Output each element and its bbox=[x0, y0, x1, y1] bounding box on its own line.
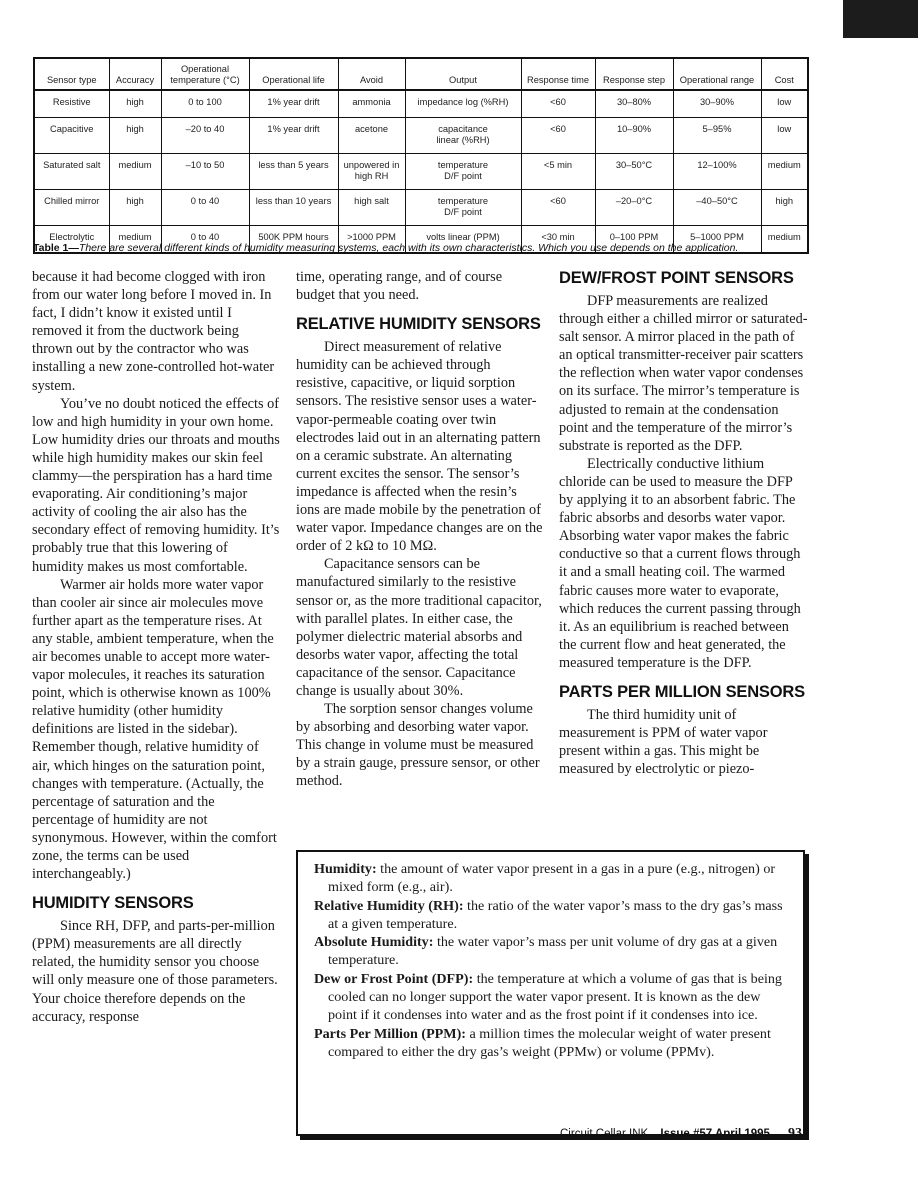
paragraph: DFP measurements are realized through either a chilled mirror or saturated-salt sensor. A mirror placed in the path of an optical transmitter-receiver pair scatters the reflection when water vapor condenses on its surface. The mirror’s temperature is adjusted to remain at the condensation point and the temperature of the mirror’s substrate is reported as the DFP. bbox=[559, 293, 808, 454]
table-cell: impedance log (%RH) bbox=[405, 90, 521, 118]
table-cell: low bbox=[761, 90, 808, 118]
table-cell: 5–1000 PPM bbox=[673, 226, 761, 254]
corner-tab-mark bbox=[843, 0, 918, 38]
header-cell: Cost bbox=[761, 58, 808, 90]
section-heading-parts-per-million-sensors: PARTS PER MILLION SENSORS bbox=[559, 682, 805, 701]
table-row bbox=[34, 154, 808, 190]
paragraph: because it had become clogged with iron from our water long before I moved in. In fact, I didn’t know it existed until I removed it from the ductwork being thrown out by the contractor who was installing a new zone-controlled hot-water system. bbox=[32, 269, 275, 394]
paragraph: Capacitance sensors can be manufactured similarly to the resistive sensor or, as the more traditional capacitor, with parallel plates. In either case, the polymer dielectric material absorbs and desorbs water vapor, affecting the total capacitance of the sensor. Capacitance change is usually about 30%. bbox=[296, 556, 542, 699]
table-cell: medium bbox=[761, 154, 808, 190]
table-cell: 5–95% bbox=[673, 118, 761, 154]
definition-term: Dew or Frost Point (DFP): bbox=[314, 970, 474, 987]
table-cell: >1000 PPM bbox=[338, 226, 405, 254]
header-cell: Sensor type bbox=[34, 58, 109, 90]
table-cell: 1% year drift bbox=[249, 118, 338, 154]
table-cell: less than 10 years bbox=[249, 190, 338, 226]
section-heading-relative-humidity-sensors: RELATIVE HUMIDITY SENSORS bbox=[296, 315, 541, 334]
header-cell: Output bbox=[405, 58, 521, 90]
paragraph: Since RH, DFP, and parts-per-million (PPM) measurements are all directly related, the humidity sensor you choose will only measure one of those parameters. Your choice therefore depends on the accuracy, response bbox=[32, 918, 278, 1025]
paragraph: The sorption sensor changes volume by absorbing and desorbing water vapor. This change in volume must be measured by a strain gauge, pressure sensor, or other method. bbox=[296, 701, 540, 790]
table-cell: ammonia bbox=[338, 90, 405, 118]
table-cell: temperature D/F point bbox=[405, 190, 521, 226]
header-cell: Response step bbox=[595, 58, 673, 90]
table-cell: medium bbox=[761, 226, 808, 254]
table-cell: –10 to 50 bbox=[161, 154, 249, 190]
table-cell: high bbox=[109, 90, 161, 118]
definition-text: the ratio of the water vapor’s mass to the dry gas’s mass at a given temperature. bbox=[328, 897, 783, 932]
table-cell: medium bbox=[109, 226, 161, 254]
table-cell: 30–80% bbox=[595, 90, 673, 118]
table-cell: Saturated salt bbox=[34, 154, 109, 190]
article-column-3 bbox=[559, 268, 809, 778]
table-row bbox=[34, 90, 808, 118]
table-cell: <30 min bbox=[521, 226, 595, 254]
sidebar-shadow bbox=[805, 854, 809, 1140]
definitions-sidebar bbox=[296, 850, 805, 1136]
table-cell: low bbox=[761, 118, 808, 154]
definition-text: the amount of water vapor present in a gas in a pure (e.g., nitrogen) or mixed form (e.g., air). bbox=[328, 861, 776, 896]
table-cell: 0 to 40 bbox=[161, 190, 249, 226]
table-cell: <60 bbox=[521, 190, 595, 226]
table-cell: acetone bbox=[338, 118, 405, 154]
paragraph: The third humidity unit of measurement is PPM of water vapor present within a gas. This might be measured by electrolytic or piezo- bbox=[559, 706, 768, 778]
table-caption-label: Table 1— bbox=[33, 242, 79, 254]
humidity-sensor-table bbox=[33, 57, 807, 254]
table-cell: high salt bbox=[338, 190, 405, 226]
table-cell: less than 5 years bbox=[249, 154, 338, 190]
table-cell: <5 min bbox=[521, 154, 595, 190]
definition-term: Humidity: bbox=[314, 861, 377, 877]
table-cell: 0 to 100 bbox=[161, 90, 249, 118]
publication-name: Circuit Cellar INK bbox=[560, 1128, 649, 1140]
issue-label: Issue #57 April 1995 bbox=[660, 1128, 770, 1140]
header-cell: Accuracy bbox=[109, 58, 161, 90]
table-cell: 0 to 40 bbox=[161, 226, 249, 254]
paragraph: Electrically conductive lithium chloride can be used to measure the DFP by applying it to an absorbent fabric. The fabric absorbs and desorbs water vapor. Absorbing water vapor makes the fabric conductive so that a current flows through it and a small heating coil. The warmed fabric causes more water to evaporate, which reduces the current passing through it. As an equilibrium is reached between the current flow and heat generated, the measured temperature is the DFP. bbox=[559, 455, 801, 671]
paragraph: You’ve no doubt noticed the effects of low and high humidity in your own home. Low humidity dries our throats and mouths while high humidity makes our skin feel clammy—the perspiration has a hard time evaporating. Air conditioning’s major activity of cooling the air also has the secondary effect of removing humidity. It’s probably true that this lowering of humidity makes us most comfortable. bbox=[32, 395, 280, 575]
header-cell: Operational life bbox=[249, 58, 338, 90]
header-cell: Operational range bbox=[673, 58, 761, 90]
table-cell: capacitance linear (%RH) bbox=[405, 118, 521, 154]
table-row bbox=[34, 190, 808, 226]
paragraph: time, operating range, and of course budget that you need. bbox=[296, 269, 503, 304]
table-cell: unpowered in high RH bbox=[338, 154, 405, 190]
page-number: 93 bbox=[788, 1126, 802, 1141]
definition-text: a million times the molecular weight of water present compared to either the dry gas’s weight (PPMw) or volume (PPMv). bbox=[328, 1025, 771, 1060]
table-cell: temperature D/F point bbox=[405, 154, 521, 190]
table-cell: –20 to 40 bbox=[161, 118, 249, 154]
table-cell: Capacitive bbox=[34, 118, 109, 154]
definition-item bbox=[314, 897, 789, 934]
table-cell: Chilled mirror bbox=[34, 190, 109, 226]
definition-item bbox=[314, 970, 789, 1025]
paragraph: Warmer air holds more water vapor than cooler air since air molecules move further apart as the temperature rises. At any stable, ambient temperature, when the air becomes unable to accept more water-vapor molecules, it reaches its saturation point, which is otherwise known as 100% relative humidity (other humidity definitions are listed in the sidebar). Remember though, relative humidity of air, which hinges on the saturation point, changes with temperature. (Actually, the percentage of saturation and the percentage of humidity are not synonymous. However, within the comfort zone, the terms can be used interchangeably.) bbox=[32, 576, 277, 883]
header-cell: Operational temperature (°C) bbox=[161, 58, 249, 90]
section-heading-humidity-sensors: HUMIDITY SENSORS bbox=[32, 894, 194, 913]
definition-item bbox=[314, 860, 789, 897]
table-cell: 12–100% bbox=[673, 154, 761, 190]
definition-text: the water vapor’s mass per unit volume of dry gas at a given temperature. bbox=[328, 934, 778, 969]
table-cell: –40–50°C bbox=[673, 190, 761, 226]
section-heading-dew-frost-point-sensors: DEW/FROST POINT SENSORS bbox=[559, 269, 794, 287]
table-cell: high bbox=[761, 190, 808, 226]
table-cell: high bbox=[109, 118, 161, 154]
definition-item bbox=[314, 933, 789, 970]
table-cell: high bbox=[109, 190, 161, 226]
table-cell: 10–90% bbox=[595, 118, 673, 154]
definition-term: Absolute Humidity: bbox=[314, 934, 434, 951]
table-cell: –20–0°C bbox=[595, 190, 673, 226]
article-column-1 bbox=[32, 268, 280, 1026]
definition-term: Relative Humidity (RH): bbox=[314, 897, 464, 914]
page-footer bbox=[560, 1128, 810, 1140]
definition-term: Parts Per Million (PPM): bbox=[314, 1025, 466, 1042]
table-header-row bbox=[34, 58, 808, 90]
paragraph: Direct measurement of relative humidity can be achieved through resistive, capacitive, or liquid sorption sensors. The resistive sensor uses a water-vapor-permeable coating over twin electrodes laid out in an alternating pattern on a ceramic substrate. An alternating current excites the sensor. The sensor’s impedance is affected when the resin’s ions are made mobile by the penetration of water vapor. Impedance changes are on the order of 2 kΩ to 10 MΩ. bbox=[296, 339, 543, 555]
table-cell: <60 bbox=[521, 118, 595, 154]
table-cell: 0–100 PPM bbox=[595, 226, 673, 254]
table-cell: Electrolytic bbox=[34, 226, 109, 254]
table-cell: 500K PPM hours bbox=[249, 226, 338, 254]
table-cell: 30–50°C bbox=[595, 154, 673, 190]
table-caption bbox=[33, 242, 893, 254]
table-cell: <60 bbox=[521, 90, 595, 118]
header-cell: Avoid bbox=[338, 58, 405, 90]
definition-text: the temperature at which a volume of gas that is being cooled can no longer support the water vapor present. It is known as the dew point if it condenses into water and as the frost point if it condenses into ice. bbox=[328, 970, 782, 1024]
definition-item bbox=[314, 1025, 789, 1062]
table-cell: medium bbox=[109, 154, 161, 190]
table-caption-text: There are several different kinds of humidity measuring systems, each with its own characteristics. Which you use depends on the application. bbox=[78, 242, 739, 254]
table-cell: 1% year drift bbox=[249, 90, 338, 118]
table-cell: Resistive bbox=[34, 90, 109, 118]
article-column-2 bbox=[296, 268, 544, 791]
table-cell: 30–90% bbox=[673, 90, 761, 118]
header-cell: Response time bbox=[521, 58, 595, 90]
table-row bbox=[34, 118, 808, 154]
table-cell: volts linear (PPM) bbox=[405, 226, 521, 254]
